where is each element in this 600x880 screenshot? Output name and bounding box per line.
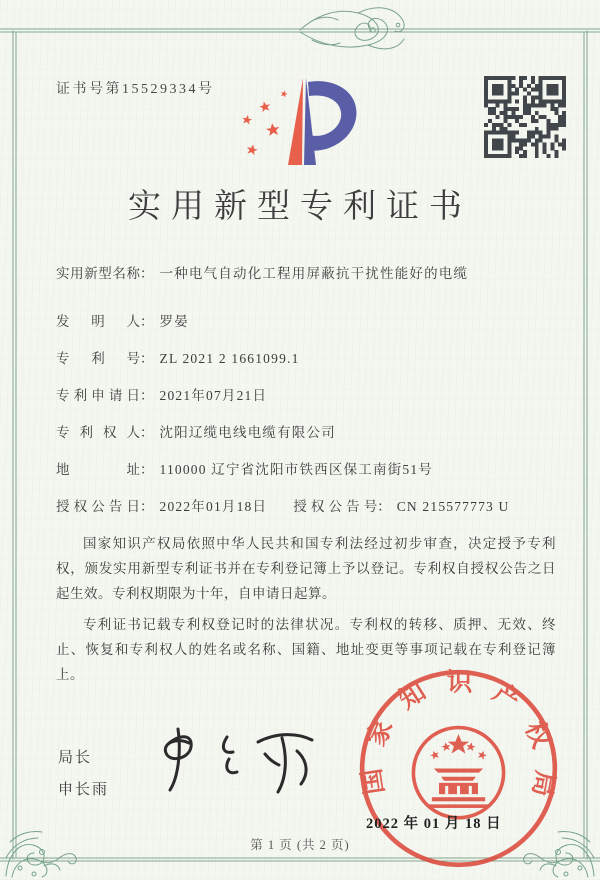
field-grant-row bbox=[56, 495, 560, 515]
field-value: 沈阳辽缆电线电缆有限公司 bbox=[159, 425, 336, 440]
field-label: 实用新型名称 bbox=[56, 266, 140, 281]
certificate-number: 证书号第15529334号 bbox=[56, 82, 215, 97]
handwritten-signature bbox=[140, 724, 330, 812]
field-colon: ： bbox=[140, 314, 154, 329]
certificate-title: 实用新型专利证书 bbox=[128, 189, 472, 225]
field-label: 授权公告号 bbox=[293, 499, 378, 514]
field-value: 110000 辽宁省沈阳市铁西区保工南街51号 bbox=[159, 462, 433, 477]
field-colon: ： bbox=[140, 499, 154, 514]
official-seal bbox=[356, 666, 561, 871]
field-value: CN 215577773 U bbox=[396, 499, 510, 514]
qr-code bbox=[484, 76, 566, 158]
field-label: 专利申请日 bbox=[56, 388, 140, 403]
field-filing-date bbox=[56, 384, 560, 404]
field-colon: ： bbox=[140, 266, 154, 281]
field-label: 授权公告日 bbox=[56, 499, 140, 514]
field-colon: ： bbox=[140, 425, 154, 440]
cnipa-logo bbox=[237, 73, 367, 168]
legal-text bbox=[56, 531, 556, 687]
field-utility-model-name bbox=[56, 262, 560, 282]
field-colon: ： bbox=[140, 462, 154, 477]
field-value: ZL 2021 2 1661099.1 bbox=[159, 351, 300, 366]
field-list bbox=[56, 262, 560, 532]
commissioner-title: 局长 bbox=[58, 750, 93, 766]
field-value: 一种电气自动化工程用屏蔽抗干扰性能好的电缆 bbox=[159, 266, 469, 281]
field-label: 专利号 bbox=[56, 351, 140, 366]
field-inventor bbox=[56, 310, 560, 330]
field-colon: ： bbox=[140, 388, 154, 403]
legal-paragraph-1: 国家知识产权局依照中华人民共和国专利法经过初步审查，决定授予专利权，颁发实用新型专利证书并在专利登记簿上予以登记。专利权自授权公告之日起生效。专利权期限为十年，自申请日起算。 bbox=[56, 536, 556, 601]
field-grant-number bbox=[293, 495, 509, 515]
logo-stars bbox=[241, 89, 288, 155]
seal-date: 2022 年 01 月 18 日 bbox=[366, 816, 502, 832]
legal-paragraph-2: 专利证书记载专利权登记时的法律状况。专利权的转移、质押、无效、终止、恢复和专利权人的姓名或名称、国籍、地址变更等事项记载在专利登记簿上。 bbox=[56, 617, 556, 682]
field-colon: ： bbox=[140, 351, 154, 366]
field-patentee bbox=[56, 421, 560, 441]
commissioner-name: 申长雨 bbox=[58, 782, 110, 798]
field-label: 专利权人 bbox=[56, 425, 140, 440]
field-patent-number bbox=[56, 347, 560, 367]
field-value: 2021年07月21日 bbox=[159, 388, 268, 403]
field-colon: ： bbox=[377, 499, 391, 514]
field-value: 2022年01月18日 bbox=[159, 499, 268, 514]
field-address bbox=[56, 458, 560, 478]
logo-p-bowl bbox=[307, 81, 356, 151]
field-label: 地址 bbox=[56, 462, 140, 477]
page-footer: 第 1 页 (共 2 页) bbox=[250, 838, 350, 852]
seal-national-emblem bbox=[413, 728, 503, 818]
field-value: 罗晏 bbox=[159, 314, 189, 329]
field-grant-date bbox=[56, 495, 267, 515]
seal-text: 国家知识产权局 bbox=[356, 667, 561, 799]
field-label: 发明人 bbox=[56, 314, 140, 329]
